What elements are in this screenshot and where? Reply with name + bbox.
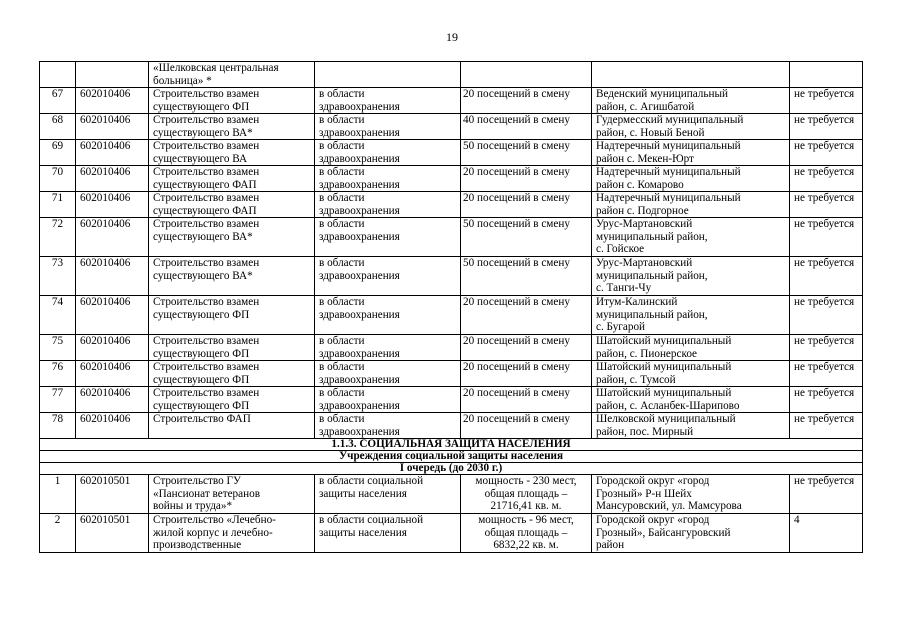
object-name-cell-line: Строительство взамен [153, 387, 260, 399]
activity-area-cell-line: в области [319, 140, 365, 152]
location-cell-line: район с. Комарово [596, 178, 684, 191]
budget-code-cell: 602010406 [76, 335, 149, 361]
capacity-cell [461, 62, 592, 88]
budget-code-cell: 602010406 [76, 140, 149, 166]
activity-area-cell [315, 218, 461, 257]
activity-area-cell-line: здравоохранения [319, 269, 400, 282]
object-name-cell-line: существующего ФП [153, 399, 250, 412]
object-name-cell [149, 192, 315, 218]
capacity-cell-line: общая площадь – [484, 526, 568, 539]
table-body-social [40, 475, 863, 553]
object-name-cell-line: Строительство взамен [153, 88, 260, 100]
budget-code-cell [76, 62, 149, 88]
activity-area-cell [315, 114, 461, 140]
activity-area-cell-line: здравоохранения [319, 425, 400, 438]
capacity-cell-line: 21716,41 кв. м. [490, 500, 562, 512]
table-row [40, 514, 863, 553]
section-heading-row [40, 439, 863, 451]
table-body-health [40, 62, 863, 439]
location-cell-line: Шатойский муниципальный [596, 361, 732, 373]
object-name-cell-line: Строительство «Лечебно- [153, 514, 276, 526]
activity-area-cell-line: в области [319, 361, 365, 373]
section-title: 1.1.3. СОЦИАЛЬНАЯ ЗАЩИТА НАСЕЛЕНИЯ [40, 439, 863, 451]
location-cell-line: район [596, 539, 625, 551]
capacity-cell-line: мощность - 96 мест, [478, 514, 574, 526]
status-cell: не требуется [790, 257, 863, 296]
location-cell [592, 192, 790, 218]
location-cell-line: район, с. Агишбатой [596, 100, 695, 113]
capacity-cell-line: 20 посещений в смену [463, 166, 570, 178]
object-name-cell-line: существующего ФАП [153, 204, 257, 217]
location-cell-line: Надтеречный муниципальный [596, 140, 741, 152]
object-name-cell-line: войны и труда»* [153, 500, 233, 512]
capacity-cell-line: 6832,22 кв. м. [493, 539, 559, 551]
location-cell-line: с. Гойское [596, 243, 645, 255]
location-cell-line: район с. Мекен-Юрт [596, 152, 694, 165]
object-name-cell [149, 88, 315, 114]
row-number-cell: 77 [40, 387, 76, 413]
object-name-cell-line: Строительство ФАП [153, 413, 251, 425]
row-number-cell: 70 [40, 166, 76, 192]
status-cell [790, 62, 863, 88]
activity-area-cell-line: в области [319, 335, 365, 347]
row-number-cell: 71 [40, 192, 76, 218]
activity-area-cell-line: в области [319, 413, 365, 425]
location-cell [592, 335, 790, 361]
status-cell: не требуется [790, 114, 863, 140]
activity-area-cell-line: в области [319, 257, 365, 269]
location-cell-line: Городской округ «город [596, 475, 710, 487]
budget-code-cell: 602010406 [76, 296, 149, 335]
location-cell-line: Шелковской муниципальный [596, 413, 736, 425]
table-row [40, 218, 863, 257]
table-row [40, 387, 863, 413]
location-cell-line: Надтеречный муниципальный [596, 166, 741, 178]
activity-area-cell-line: в области [319, 192, 365, 204]
capacity-cell-line: мощность - 230 мест, [475, 475, 577, 487]
activity-area-cell-line: здравоохранения [319, 399, 400, 412]
activity-area-cell [315, 413, 461, 439]
object-name-cell-line: Строительство взамен [153, 114, 260, 126]
status-cell: не требуется [790, 361, 863, 387]
activity-area-cell [315, 475, 461, 514]
activity-area-cell-line: в области социальной [319, 475, 424, 487]
row-number-cell: 68 [40, 114, 76, 140]
capacity-cell-line: 20 посещений в смену [463, 335, 570, 347]
object-name-cell-line: Строительство взамен [153, 166, 260, 178]
activity-area-cell-line: защиты населения [319, 487, 407, 500]
location-cell [592, 296, 790, 335]
activity-area-cell-line: в области [319, 166, 365, 178]
location-cell-line: Грозный», Байсангуровский [596, 526, 731, 539]
location-cell-line: Грозный» Р-н Шейх [596, 487, 692, 500]
status-cell: не требуется [790, 387, 863, 413]
object-name-cell-line: существующего ВА* [153, 230, 253, 243]
location-cell [592, 218, 790, 257]
object-name-cell [149, 62, 315, 88]
location-cell-line: с. Бугарой [596, 321, 646, 333]
budget-code-cell: 602010406 [76, 166, 149, 192]
object-name-cell-line: Строительство взамен [153, 361, 260, 373]
location-cell-line: Итум-Калинский [596, 296, 678, 308]
activity-area-cell [315, 296, 461, 335]
object-name-cell-line: существующего ФП [153, 347, 250, 360]
location-cell-line: Веденский муниципальный [596, 88, 728, 100]
status-cell: не требуется [790, 218, 863, 257]
status-cell: не требуется [790, 166, 863, 192]
object-name-cell [149, 257, 315, 296]
location-cell [592, 114, 790, 140]
location-cell-line: Шатойский муниципальный [596, 335, 732, 347]
facilities-table [39, 61, 863, 553]
location-cell [592, 257, 790, 296]
capacity-cell [461, 140, 592, 166]
activity-area-cell-line: в области [319, 114, 365, 126]
location-cell [592, 140, 790, 166]
table-row [40, 114, 863, 140]
capacity-cell [461, 361, 592, 387]
location-cell-line: муниципальный район, [596, 308, 708, 321]
budget-code-cell: 602010406 [76, 88, 149, 114]
location-cell [592, 514, 790, 553]
object-name-cell-line: Строительство взамен [153, 257, 260, 269]
capacity-cell-line: общая площадь – [484, 487, 568, 500]
object-name-cell-line: Строительство взамен [153, 296, 260, 308]
location-cell-line: Мансуровский, ул. Мамсурова [596, 500, 742, 512]
object-name-cell-line: существующего ФП [153, 373, 250, 386]
location-cell-line: Шатойский муниципальный [596, 387, 732, 399]
budget-code-cell: 602010406 [76, 114, 149, 140]
object-name-cell-line: Строительство ГУ [153, 475, 241, 487]
status-cell: не требуется [790, 335, 863, 361]
object-name-cell-line: Строительство взамен [153, 140, 260, 152]
location-cell-line: муниципальный район, [596, 269, 708, 282]
capacity-cell [461, 475, 592, 514]
activity-area-cell [315, 140, 461, 166]
budget-code-cell: 602010406 [76, 192, 149, 218]
activity-area-cell [315, 387, 461, 413]
location-cell-line: район, пос. Мирный [596, 425, 694, 438]
object-name-cell-line: Строительство взамен [153, 192, 260, 204]
location-cell-line: муниципальный район, [596, 230, 708, 243]
status-cell: не требуется [790, 296, 863, 335]
object-name-cell-line: больница» * [153, 74, 212, 87]
status-cell: не требуется [790, 192, 863, 218]
location-cell-line: район, с. Асланбек-Шарипово [596, 399, 740, 412]
capacity-cell [461, 218, 592, 257]
table-row [40, 475, 863, 514]
location-cell-line: район, с. Тумсой [596, 373, 676, 386]
budget-code-cell: 602010406 [76, 387, 149, 413]
activity-area-cell [315, 514, 461, 553]
budget-code-cell: 602010501 [76, 475, 149, 514]
capacity-cell [461, 166, 592, 192]
capacity-cell [461, 88, 592, 114]
object-name-cell [149, 413, 315, 439]
activity-area-cell-line: здравоохранения [319, 152, 400, 165]
capacity-cell-line: 20 посещений в смену [463, 296, 570, 308]
capacity-cell-line: 20 посещений в смену [463, 361, 570, 373]
object-name-cell-line: «Пансионат ветеранов [153, 487, 260, 500]
location-cell-line: Урус-Мартановский [596, 257, 693, 269]
location-cell [592, 361, 790, 387]
row-number-cell: 2 [40, 514, 76, 553]
table-row [40, 296, 863, 335]
activity-area-cell-line: здравоохранения [319, 100, 400, 113]
object-name-cell [149, 335, 315, 361]
capacity-cell-line: 50 посещений в смену [463, 218, 570, 230]
row-number-cell: 1 [40, 475, 76, 514]
activity-area-cell [315, 62, 461, 88]
budget-code-cell: 602010406 [76, 361, 149, 387]
row-number-cell [40, 62, 76, 88]
row-number-cell: 76 [40, 361, 76, 387]
table-row [40, 88, 863, 114]
subsection-title: Учреждения социальной защиты населения [40, 451, 863, 463]
page-number: 19 [446, 30, 458, 44]
capacity-cell [461, 514, 592, 553]
capacity-cell [461, 192, 592, 218]
object-name-cell [149, 387, 315, 413]
object-name-cell-line: Строительство взамен [153, 218, 260, 230]
capacity-cell-line: 20 посещений в смену [463, 413, 570, 425]
location-cell-line: Урус-Мартановский [596, 218, 693, 230]
object-name-cell-line: существующего ФП [153, 308, 250, 321]
activity-area-cell-line: в области [319, 218, 365, 230]
table-row [40, 166, 863, 192]
capacity-cell-line: 20 посещений в смену [463, 192, 570, 204]
activity-area-cell [315, 166, 461, 192]
location-cell-line: район с. Подгорное [596, 204, 689, 217]
location-cell-line: с. Танги-Чу [596, 282, 652, 294]
status-cell: не требуется [790, 413, 863, 439]
object-name-cell [149, 140, 315, 166]
capacity-cell [461, 296, 592, 335]
activity-area-cell-line: здравоохранения [319, 178, 400, 191]
object-name-cell-line: существующего ВА [153, 152, 248, 165]
object-name-cell-line: производственные [153, 539, 242, 551]
object-name-cell [149, 361, 315, 387]
status-cell: не требуется [790, 140, 863, 166]
status-cell: не требуется [790, 88, 863, 114]
capacity-cell-line: 40 посещений в смену [463, 114, 570, 126]
activity-area-cell-line: защиты населения [319, 526, 407, 539]
queue-heading-row [40, 463, 863, 475]
status-cell: 4 [790, 514, 863, 553]
activity-area-cell-line: здравоохранения [319, 347, 400, 360]
table-row [40, 140, 863, 166]
capacity-cell [461, 387, 592, 413]
location-cell [592, 166, 790, 192]
capacity-cell [461, 413, 592, 439]
activity-area-cell-line: в области [319, 296, 365, 308]
capacity-cell [461, 114, 592, 140]
table-row [40, 62, 863, 88]
object-name-cell [149, 296, 315, 335]
activity-area-cell-line: здравоохранения [319, 126, 400, 139]
table-row [40, 361, 863, 387]
location-cell [592, 88, 790, 114]
budget-code-cell: 602010501 [76, 514, 149, 553]
activity-area-cell [315, 88, 461, 114]
activity-area-cell-line: в области [319, 387, 365, 399]
row-number-cell: 69 [40, 140, 76, 166]
capacity-cell [461, 257, 592, 296]
table-body-headings [40, 439, 863, 475]
activity-area-cell-line: здравоохранения [319, 308, 400, 321]
queue-title: I очередь (до 2030 г.) [40, 463, 863, 475]
activity-area-cell [315, 335, 461, 361]
activity-area-cell-line: здравоохранения [319, 230, 400, 243]
table-row [40, 413, 863, 439]
row-number-cell: 67 [40, 88, 76, 114]
activity-area-cell-line: в области социальной [319, 514, 424, 526]
location-cell-line: район, с. Пионерское [596, 347, 698, 360]
object-name-cell [149, 114, 315, 140]
object-name-cell [149, 166, 315, 192]
activity-area-cell-line: здравоохранения [319, 204, 400, 217]
capacity-cell-line: 20 посещений в смену [463, 88, 570, 100]
capacity-cell-line: 50 посещений в смену [463, 140, 570, 152]
activity-area-cell-line: в области [319, 88, 365, 100]
object-name-cell-line: существующего ФАП [153, 178, 257, 191]
object-name-cell-line: «Шелковская центральная [153, 62, 279, 74]
table-row [40, 335, 863, 361]
location-cell-line: район, с. Новый Беной [596, 126, 705, 139]
activity-area-cell [315, 361, 461, 387]
object-name-cell-line: Строительство взамен [153, 335, 260, 347]
location-cell-line: Гудермесский муниципальный [596, 114, 744, 126]
row-number-cell: 78 [40, 413, 76, 439]
object-name-cell-line: существующего ФП [153, 100, 250, 113]
location-cell-line: Надтеречный муниципальный [596, 192, 741, 204]
object-name-cell-line: существующего ВА* [153, 269, 253, 282]
table-row [40, 192, 863, 218]
object-name-cell [149, 218, 315, 257]
budget-code-cell: 602010406 [76, 257, 149, 296]
row-number-cell: 72 [40, 218, 76, 257]
row-number-cell: 73 [40, 257, 76, 296]
object-name-cell [149, 475, 315, 514]
capacity-cell [461, 335, 592, 361]
row-number-cell: 75 [40, 335, 76, 361]
capacity-cell-line: 50 посещений в смену [463, 257, 570, 269]
budget-code-cell: 602010406 [76, 218, 149, 257]
row-number-cell: 74 [40, 296, 76, 335]
location-cell-line: Городской округ «город [596, 514, 710, 526]
budget-code-cell: 602010406 [76, 413, 149, 439]
location-cell [592, 413, 790, 439]
location-cell [592, 62, 790, 88]
location-cell [592, 475, 790, 514]
subsection-heading-row [40, 451, 863, 463]
location-cell [592, 387, 790, 413]
capacity-cell-line: 20 посещений в смену [463, 387, 570, 399]
activity-area-cell [315, 192, 461, 218]
status-cell: не требуется [790, 475, 863, 514]
object-name-cell-line: существующего ВА* [153, 126, 253, 139]
activity-area-cell-line: здравоохранения [319, 373, 400, 386]
object-name-cell [149, 514, 315, 553]
object-name-cell-line: жилой корпус и лечебно- [153, 526, 273, 539]
activity-area-cell [315, 257, 461, 296]
table-row [40, 257, 863, 296]
